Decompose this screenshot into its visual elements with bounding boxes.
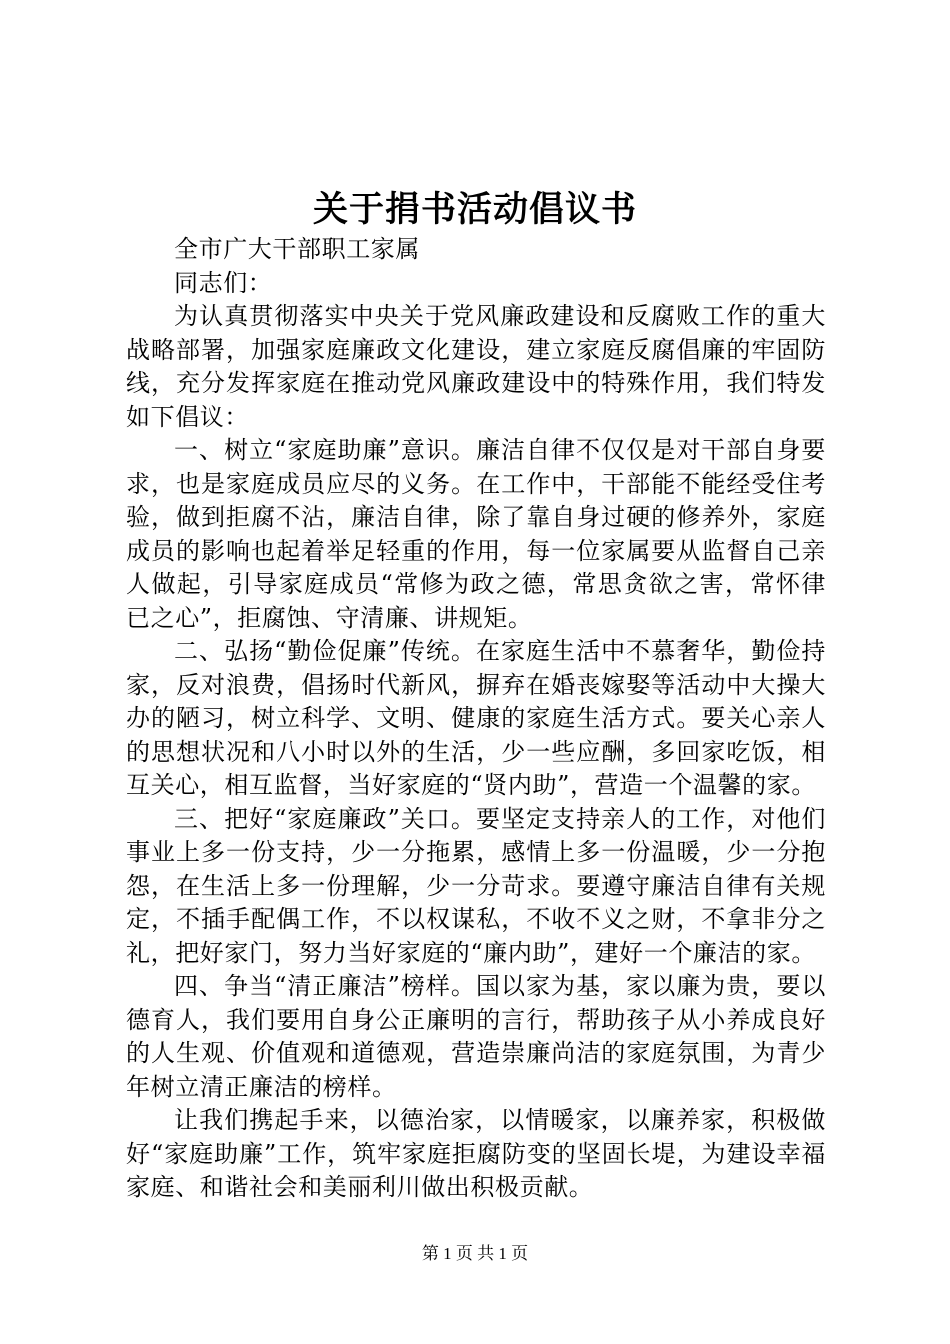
paragraph-item-2: 二、弘扬“勤俭促廉”传统。在家庭生活中不慕奢华，勤俭持家，反对浪费，倡扬时代新风，摒弃在婚丧嫁娶等活动中大操大办的陋习，树立科学、文明、健康的家庭生活方式。要关心亲人的思想状况和八小时以外的生活，少一些应酬，多回家吃饭，相互关心，相互监督，当好家庭的“贤内助”，营造一个温馨的家。 [126, 637, 826, 799]
salutation-greeting: 同志们： [174, 268, 273, 297]
salutation-recipients: 全市广大干部职工家属 [174, 235, 420, 263]
document-body [126, 233, 826, 1205]
paragraph-closing: 让我们携起手来，以德治家，以情暖家，以廉养家，积极做好“家庭助廉”工作，筑牢家庭拒腐防变的坚固长堤，为建设幸福家庭、和谐社会和美丽利川做出积极贡献。 [126, 1106, 826, 1201]
paragraph-item-4: 四、争当“清正廉洁”榜样。国以家为基，家以廉为贵，要以德育人，我们要用自身公正廉明的言行，帮助孩子从小养成良好的人生观、价值观和道德观，营造崇廉尚洁的家庭氛围，为青少年树立清正廉洁的榜样。 [126, 972, 826, 1101]
paragraph-item-3: 三、把好“家庭廉政”关口。要坚定支持亲人的工作，对他们事业上多一份支持，少一分拖累，感情上多一份温暖，少一分抱怨，在生活上多一份理解，少一分苛求。要遵守廉洁自律有关规定，不插手配偶工作，不以权谋私，不收不义之财，不拿非分之礼，把好家门，努力当好家庭的“廉内助”，建好一个廉洁的家。 [126, 804, 826, 967]
paragraph-item-1: 一、树立“家庭助廉”意识。廉洁自律不仅仅是对干部自身要求，也是家庭成员应尽的义务。在工作中，干部能不能经受住考验，做到拒腐不沾，廉洁自律，除了靠自身过硬的修养外，家庭成员的影响也起着举足轻重的作用，每一位家属要从监督自己亲人做起，引导家庭成员“常修为政之德，常思贪欲之害，常怀律已之心”，拒腐蚀、守清廉、讲规矩。 [126, 436, 826, 632]
page-number-footer: 第 1 页 共 1 页 [421, 1244, 529, 1263]
document-title: 关于捐书活动倡议书 [312, 189, 637, 230]
paragraph-intro: 为认真贯彻落实中央关于党风廉政建设和反腐败工作的重大战略部署，加强家庭廉政文化建设，建立家庭反腐倡廉的牢固防线，充分发挥家庭在推动党风廉政建设中的特殊作用，我们特发如下倡议： [126, 302, 826, 431]
